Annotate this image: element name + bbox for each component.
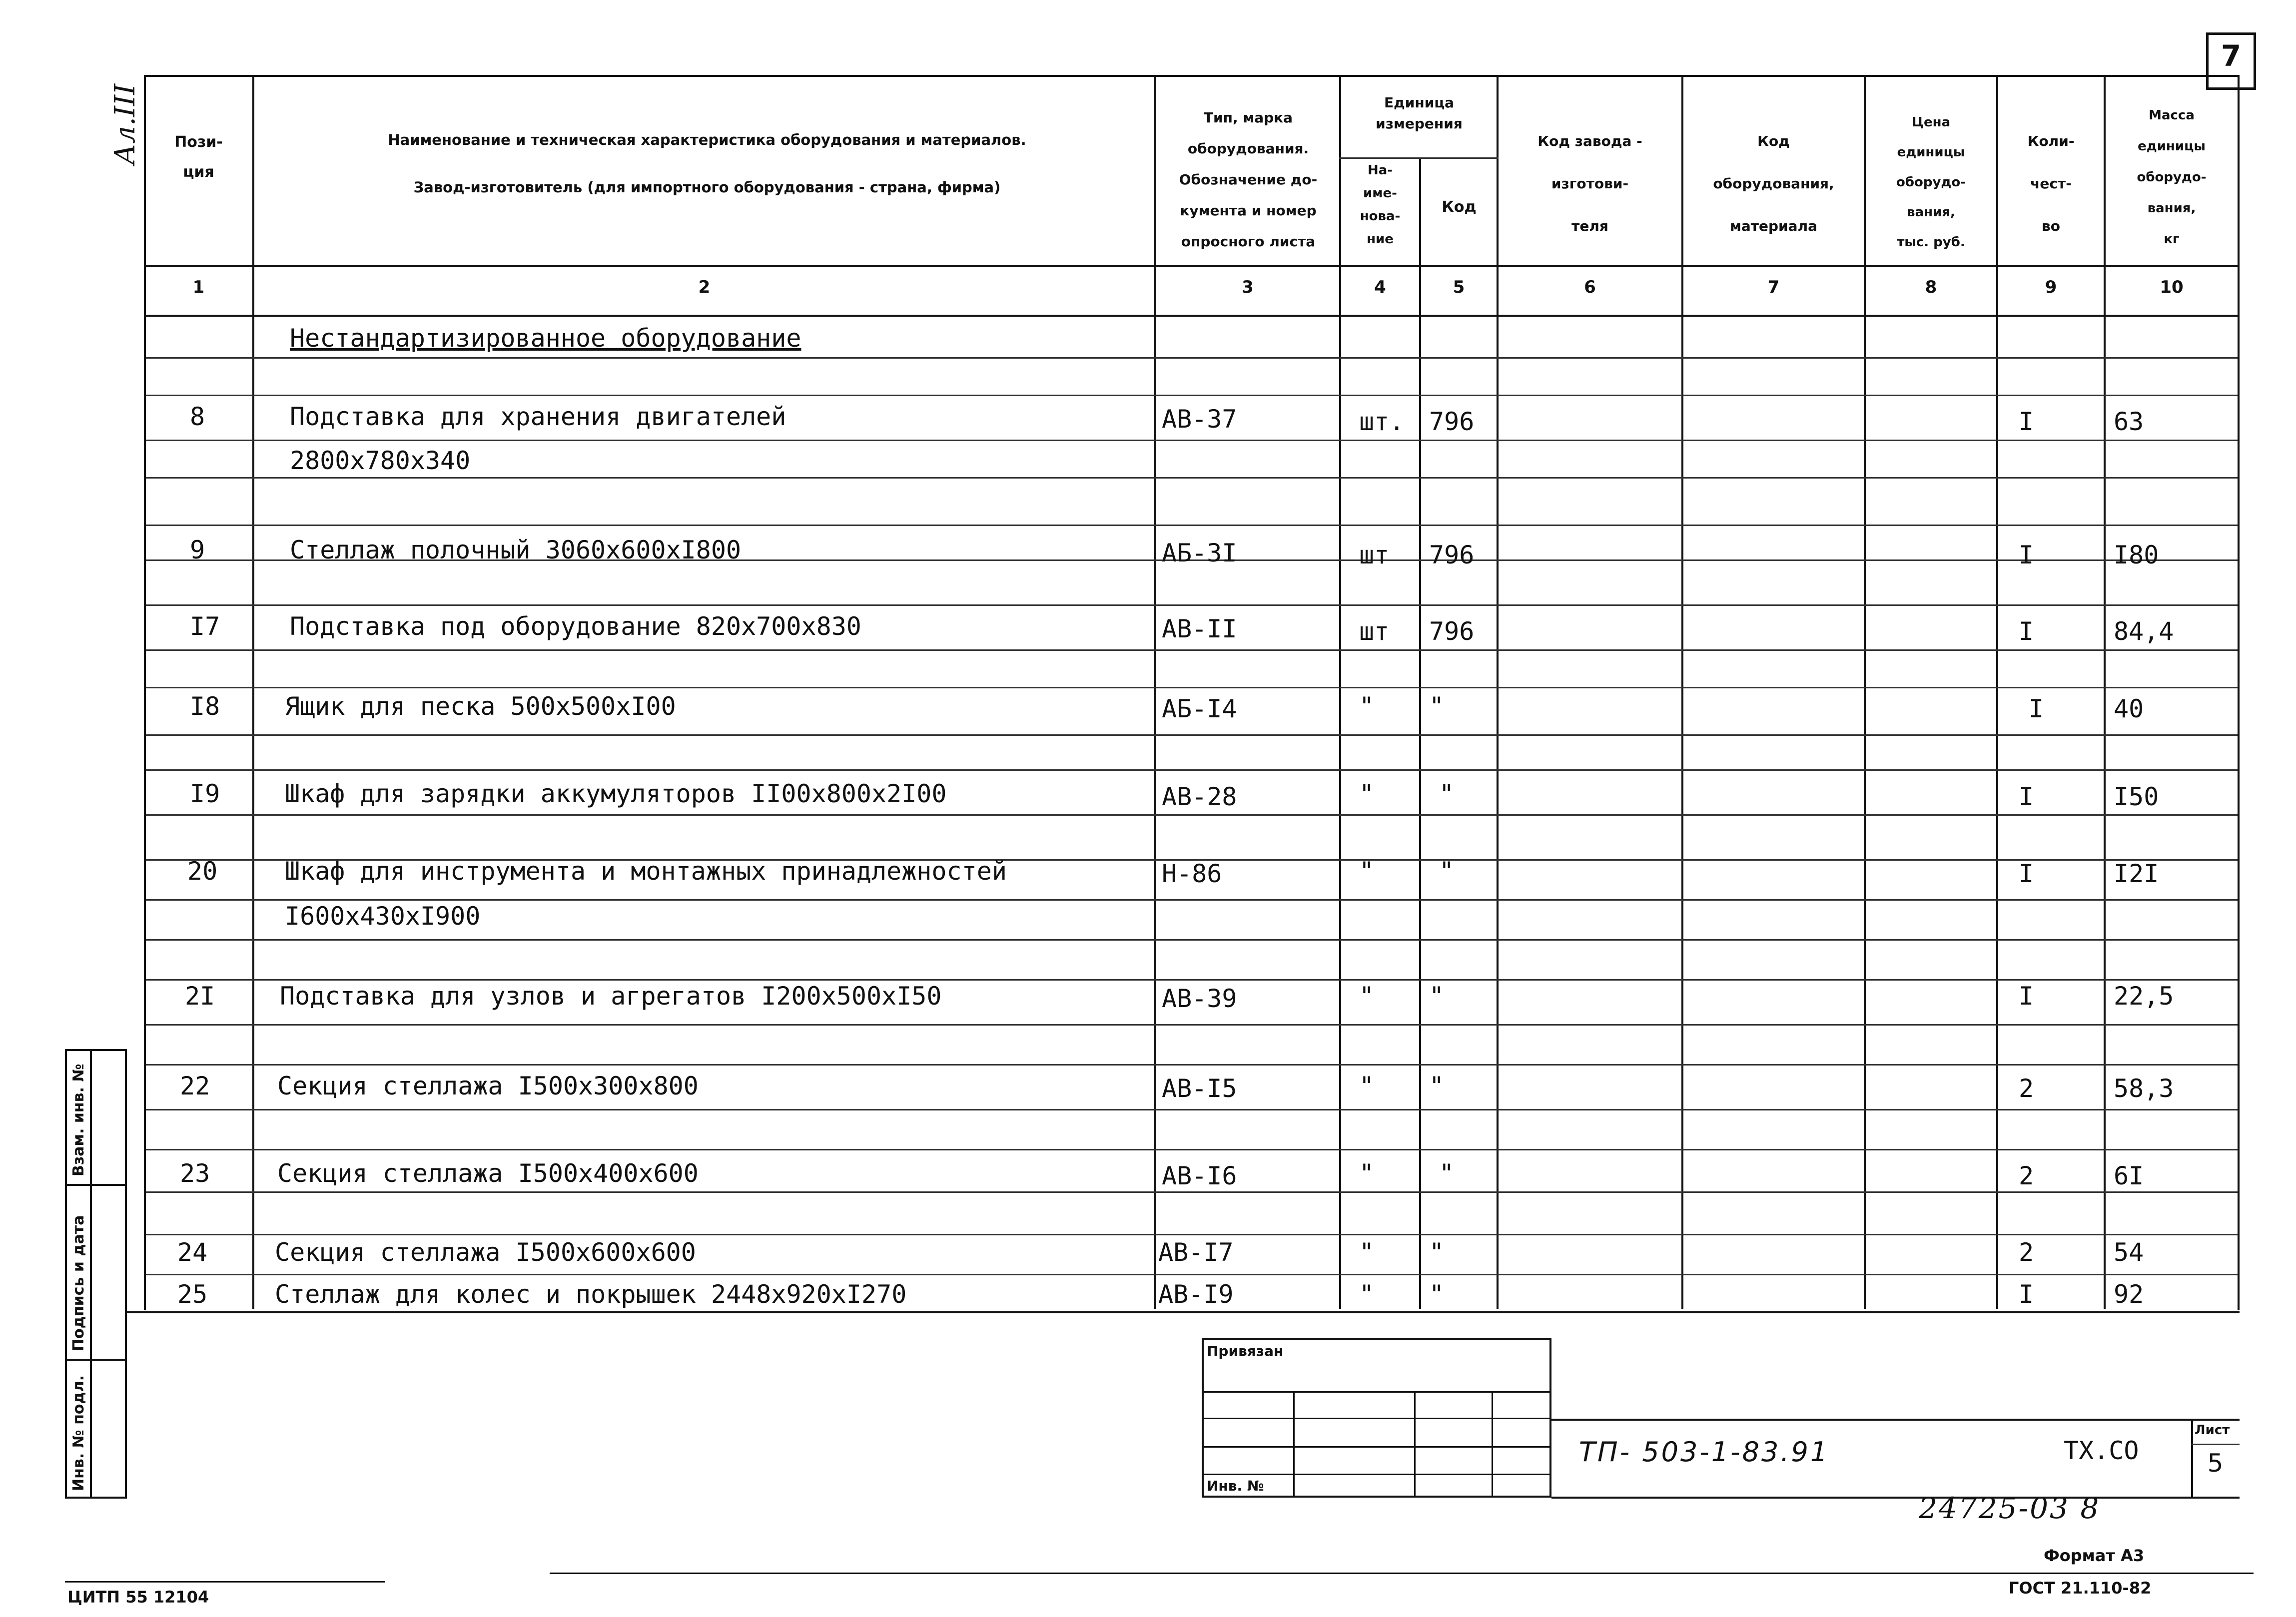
colnum-4: 4 bbox=[1374, 277, 1386, 297]
row-type: АВ-I9 bbox=[1158, 1280, 1234, 1309]
sheet-number: 5 bbox=[2207, 1449, 2224, 1478]
row-name: Ящик для песка 500х500хI00 bbox=[285, 692, 676, 721]
row-unit: " bbox=[1359, 1280, 1375, 1309]
header-name-line1: Наименование и техническая характеристика оборудования и материалов. bbox=[388, 131, 1026, 148]
stamp-inv: Инв. № подл. bbox=[70, 1375, 87, 1491]
col-sep-9 bbox=[2104, 75, 2106, 1309]
row-qty: I bbox=[2029, 694, 2044, 723]
row-type: АВ-I5 bbox=[1162, 1074, 1237, 1103]
row-qty: 2 bbox=[2019, 1161, 2034, 1190]
colnum-2: 2 bbox=[698, 277, 711, 297]
row-name: Подставка под оборудование 820х700х830 bbox=[290, 612, 861, 641]
header-equipment-code: Код оборудования, материала bbox=[1713, 133, 1834, 234]
col-sep-2 bbox=[1154, 75, 1156, 1309]
row-unit: шт bbox=[1359, 617, 1390, 646]
row-position: 2I bbox=[185, 982, 215, 1011]
col-sep-7 bbox=[1864, 75, 1866, 1309]
row-name: Подставка для хранения двигателей bbox=[290, 402, 786, 431]
archive-number: 24725-03 8 bbox=[1919, 1491, 2101, 1525]
row-mass: I50 bbox=[2114, 782, 2159, 811]
privyazan-label: Привязан bbox=[1207, 1343, 1284, 1359]
row-mass: I2I bbox=[2114, 859, 2159, 888]
row-unit: " bbox=[1359, 779, 1375, 808]
row-code: 796 bbox=[1429, 540, 1475, 569]
row-position: I8 bbox=[190, 692, 220, 721]
colnum-bottom-line bbox=[144, 315, 2240, 317]
row-position: 8 bbox=[190, 402, 205, 431]
row-code: " bbox=[1429, 1238, 1445, 1267]
row-type: АВ-I7 bbox=[1158, 1238, 1234, 1267]
row-unit: " bbox=[1359, 857, 1375, 886]
row-qty: I bbox=[2019, 617, 2034, 646]
col-sep-8 bbox=[1996, 75, 1998, 1309]
row-type: АВ-I6 bbox=[1162, 1161, 1237, 1190]
header-position: Пози- ция bbox=[174, 133, 223, 181]
colnum-3: 3 bbox=[1242, 277, 1254, 297]
row-position: 25 bbox=[177, 1280, 208, 1309]
header-type: Тип, марка оборудования. Обозначение до- кумента и номер опросного листа bbox=[1179, 109, 1318, 250]
table-right-border bbox=[2238, 75, 2240, 1310]
row-qty: I bbox=[2019, 782, 2034, 811]
ctp-label: ЦИТП 55 12104 bbox=[67, 1588, 209, 1607]
row-qty: I bbox=[2019, 540, 2034, 569]
row-code: 796 bbox=[1429, 617, 1475, 646]
col-sep-1 bbox=[252, 75, 254, 1309]
row-unit: " bbox=[1359, 1072, 1375, 1100]
row-position: I9 bbox=[190, 779, 220, 808]
row-name: Стеллаж для колес и покрышек 2448х920хI270 bbox=[275, 1280, 907, 1309]
row-mass: 92 bbox=[2114, 1280, 2144, 1309]
format-label: Формат А3 bbox=[2044, 1546, 2145, 1565]
doc-mark: ТХ.СО bbox=[2064, 1436, 2139, 1465]
row-code: 796 bbox=[1429, 407, 1475, 436]
header-quantity: Коли- чест- во bbox=[2027, 133, 2075, 234]
col-sep-3 bbox=[1339, 75, 1341, 1309]
row-type: АБ-I4 bbox=[1162, 694, 1237, 723]
table-top-border bbox=[144, 75, 2240, 77]
row-mass: 6I bbox=[2114, 1161, 2144, 1190]
row-unit: " bbox=[1359, 1238, 1375, 1267]
row-position: 9 bbox=[190, 536, 205, 564]
footer-line-left bbox=[65, 1581, 385, 1583]
row-code: " bbox=[1439, 779, 1455, 808]
col-sep-6 bbox=[1681, 75, 1683, 1309]
row-name: Стеллаж полочный 3060х600хI800 bbox=[290, 536, 742, 564]
header-unit-code: Код bbox=[1442, 198, 1477, 216]
footer-line-right bbox=[550, 1573, 2254, 1574]
row-name: Шкаф для инструмента и монтажных принадлежностей bbox=[285, 857, 1007, 886]
row-position: I7 bbox=[190, 612, 220, 641]
row-qty: I bbox=[2019, 982, 2034, 1011]
row-position: 24 bbox=[177, 1238, 208, 1267]
stamp-podpis: Подпись и дата bbox=[70, 1215, 87, 1351]
row-type: АВ-28 bbox=[1162, 782, 1237, 811]
row-qty: 2 bbox=[2019, 1238, 2034, 1267]
row-mass: 84,4 bbox=[2114, 617, 2174, 646]
section-title: Нестандартизированное оборудование bbox=[290, 324, 801, 353]
row-mass: 40 bbox=[2114, 694, 2144, 723]
row-type: АВ-39 bbox=[1162, 984, 1237, 1013]
row-code: " bbox=[1439, 857, 1455, 886]
row-type: АБ-3I bbox=[1162, 539, 1237, 567]
row-unit: " bbox=[1359, 982, 1375, 1011]
row-unit: шт. bbox=[1359, 407, 1405, 436]
row-type: АВ-37 bbox=[1162, 405, 1237, 434]
row-code: " bbox=[1429, 982, 1445, 1011]
row-unit: " bbox=[1359, 692, 1375, 721]
row-name: Секция стеллажа I500х300х800 bbox=[277, 1072, 699, 1100]
col-sep-5 bbox=[1497, 75, 1499, 1309]
table-left-border bbox=[144, 75, 146, 1310]
col-sep-4 bbox=[1419, 157, 1421, 1309]
page-number: 7 bbox=[2221, 39, 2242, 73]
row-code: " bbox=[1429, 1280, 1445, 1309]
row-mass: 58,3 bbox=[2114, 1074, 2174, 1103]
row-code: " bbox=[1439, 1159, 1455, 1188]
row-name-cont: I600х430хI900 bbox=[285, 902, 481, 931]
row-name: Секция стеллажа I500х600х600 bbox=[275, 1238, 696, 1267]
stamp-vzam: Взам. инв. № bbox=[70, 1064, 87, 1176]
colnum-9: 9 bbox=[2045, 277, 2057, 297]
colnum-7: 7 bbox=[1767, 277, 1780, 297]
row-name: Подставка для узлов и агрегатов I200х500хI50 bbox=[280, 982, 942, 1011]
header-price: Цена единицы оборудо- вания, тыс. руб. bbox=[1896, 115, 1966, 250]
row-unit: шт bbox=[1359, 540, 1390, 569]
header-name-line2: Завод-изготовитель (для импортного оборудования - страна, фирма) bbox=[413, 179, 1001, 196]
row-mass: 63 bbox=[2114, 407, 2144, 436]
colnum-5: 5 bbox=[1453, 277, 1465, 297]
colnum-1: 1 bbox=[192, 277, 205, 297]
row-name: Секция стеллажа I500х400х600 bbox=[277, 1159, 699, 1188]
header-unit-name: На- име- нова- ние bbox=[1360, 163, 1401, 247]
colnum-6: 6 bbox=[1584, 277, 1596, 297]
row-type: Н-86 bbox=[1162, 859, 1222, 888]
row-code: " bbox=[1429, 1072, 1445, 1100]
row-mass: I80 bbox=[2114, 540, 2159, 569]
row-qty: I bbox=[2019, 1280, 2034, 1309]
doc-code: ТП- 503-1-83.91 bbox=[1579, 1436, 1830, 1468]
colnum-8: 8 bbox=[1925, 277, 1937, 297]
header-unit: Единица измерения bbox=[1376, 94, 1463, 132]
row-mass: 54 bbox=[2114, 1238, 2144, 1267]
side-mark: Ал.III bbox=[109, 83, 141, 165]
row-code: " bbox=[1429, 692, 1445, 721]
row-qty: I bbox=[2019, 859, 2034, 888]
row-name-cont: 2800х780х340 bbox=[290, 446, 471, 475]
sheet-label: Лист bbox=[2195, 1423, 2230, 1438]
gost-label: ГОСТ 21.110-82 bbox=[2009, 1579, 2152, 1598]
row-qty: I bbox=[2019, 407, 2034, 436]
row-qty: 2 bbox=[2019, 1074, 2034, 1103]
row-name: Шкаф для зарядки аккумуляторов II00х800х2I00 bbox=[285, 779, 947, 808]
row-position: 23 bbox=[180, 1159, 210, 1188]
row-position: 22 bbox=[180, 1072, 210, 1100]
row-type: АВ-II bbox=[1162, 614, 1237, 643]
inv-no-label: Инв. № bbox=[1207, 1478, 1264, 1494]
row-position: 20 bbox=[187, 857, 218, 886]
header-bottom-line bbox=[144, 265, 2240, 267]
colnum-10: 10 bbox=[2160, 277, 2184, 297]
row-mass: 22,5 bbox=[2114, 982, 2174, 1011]
header-factory-code: Код завода - изготови- теля bbox=[1537, 133, 1642, 234]
row-unit: " bbox=[1359, 1159, 1375, 1188]
header-mass: Масса единицы оборудо- вания, кг bbox=[2137, 108, 2207, 247]
